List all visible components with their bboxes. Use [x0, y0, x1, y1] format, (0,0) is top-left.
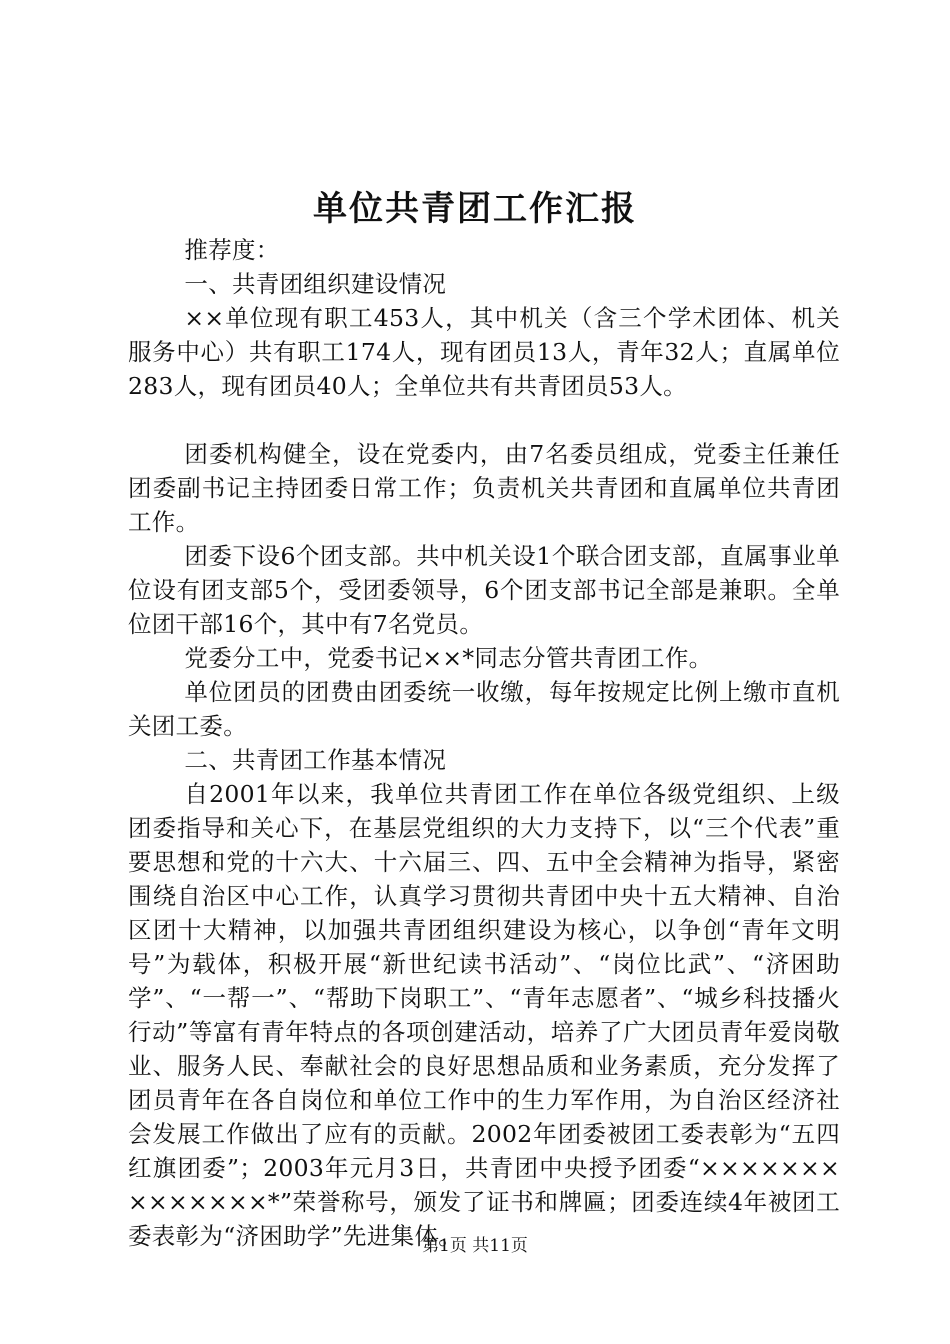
section-heading-2: 二、共青团工作基本情况	[184, 746, 447, 774]
paragraph-division: 党委分工中，党委书记××*同志分管共青团工作。	[184, 644, 713, 672]
page-number-footer: 第1页 共11页	[422, 1236, 528, 1256]
paragraph-committee: 团委机构健全，设在党委内，由7名委员组成，党委主任兼任团委副书记主持团委日常工作；负责机关共青团和直属单位共青团工作。	[128, 440, 840, 536]
paragraph-gap	[128, 403, 840, 437]
paragraph-work-overview: 自2001年以来，我单位共青团工作在单位各级党组织、上级团委指导和关心下，在基层党组织的大力支持下，以“三个代表”重要思想和党的十六大、十六届三、四、五中全会精神为指导，紧密围绕自治区中心工作，认真学习贯彻共青团中央十五大精神、自治区团十大精神，以加强共青团组织建设为核心，以争创“青年文明号”为载体，积极开展“新世纪读书活动”、“岗位比武”、“济困助学”、“一帮一”、“帮助下岗职工”、“青年志愿者”、“城乡科技播火行动”等富有青年特点的各项创建活动，培养了广大团员青年爱岗敬业、服务人民、奉献社会的良好思想品质和业务素质，充分发挥了团员青年在各自岗位和单位工作中的生力军作用，为自治区经济社会发展工作做出了应有的贡献。2002年团委被团工委表彰为“五四红旗团委”；2003年元月3日，共青团中央授予团委“××××××××××××××*”荣誉称号，颁发了证书和牌匾；团委连续4年被团工委表彰为“济困助学”先进集体。	[128, 780, 840, 1250]
paragraph-staff-stats: ××单位现有职工453人，其中机关（含三个学术团体、机关服务中心）共有职工174人，现有团员13人，青年32人；直属单位283人，现有团员40人；全单位共有共青团员53人。	[128, 304, 840, 400]
recommendation-line: 推荐度：	[184, 236, 280, 264]
paragraph-branches: 团委下设6个团支部。共中机关设1个联合团支部，直属事业单位设有团支部5个，受团委领导，6个团支部书记全部是兼职。全单位团干部16个，其中有7名党员。	[128, 542, 840, 638]
paragraph-dues: 单位团员的团费由团委统一收缴，每年按规定比例上缴市直机关团工委。	[128, 678, 840, 740]
section-heading-1: 一、共青团组织建设情况	[184, 270, 447, 298]
document-body	[128, 233, 840, 1253]
document-title: 单位共青团工作汇报	[313, 189, 637, 229]
